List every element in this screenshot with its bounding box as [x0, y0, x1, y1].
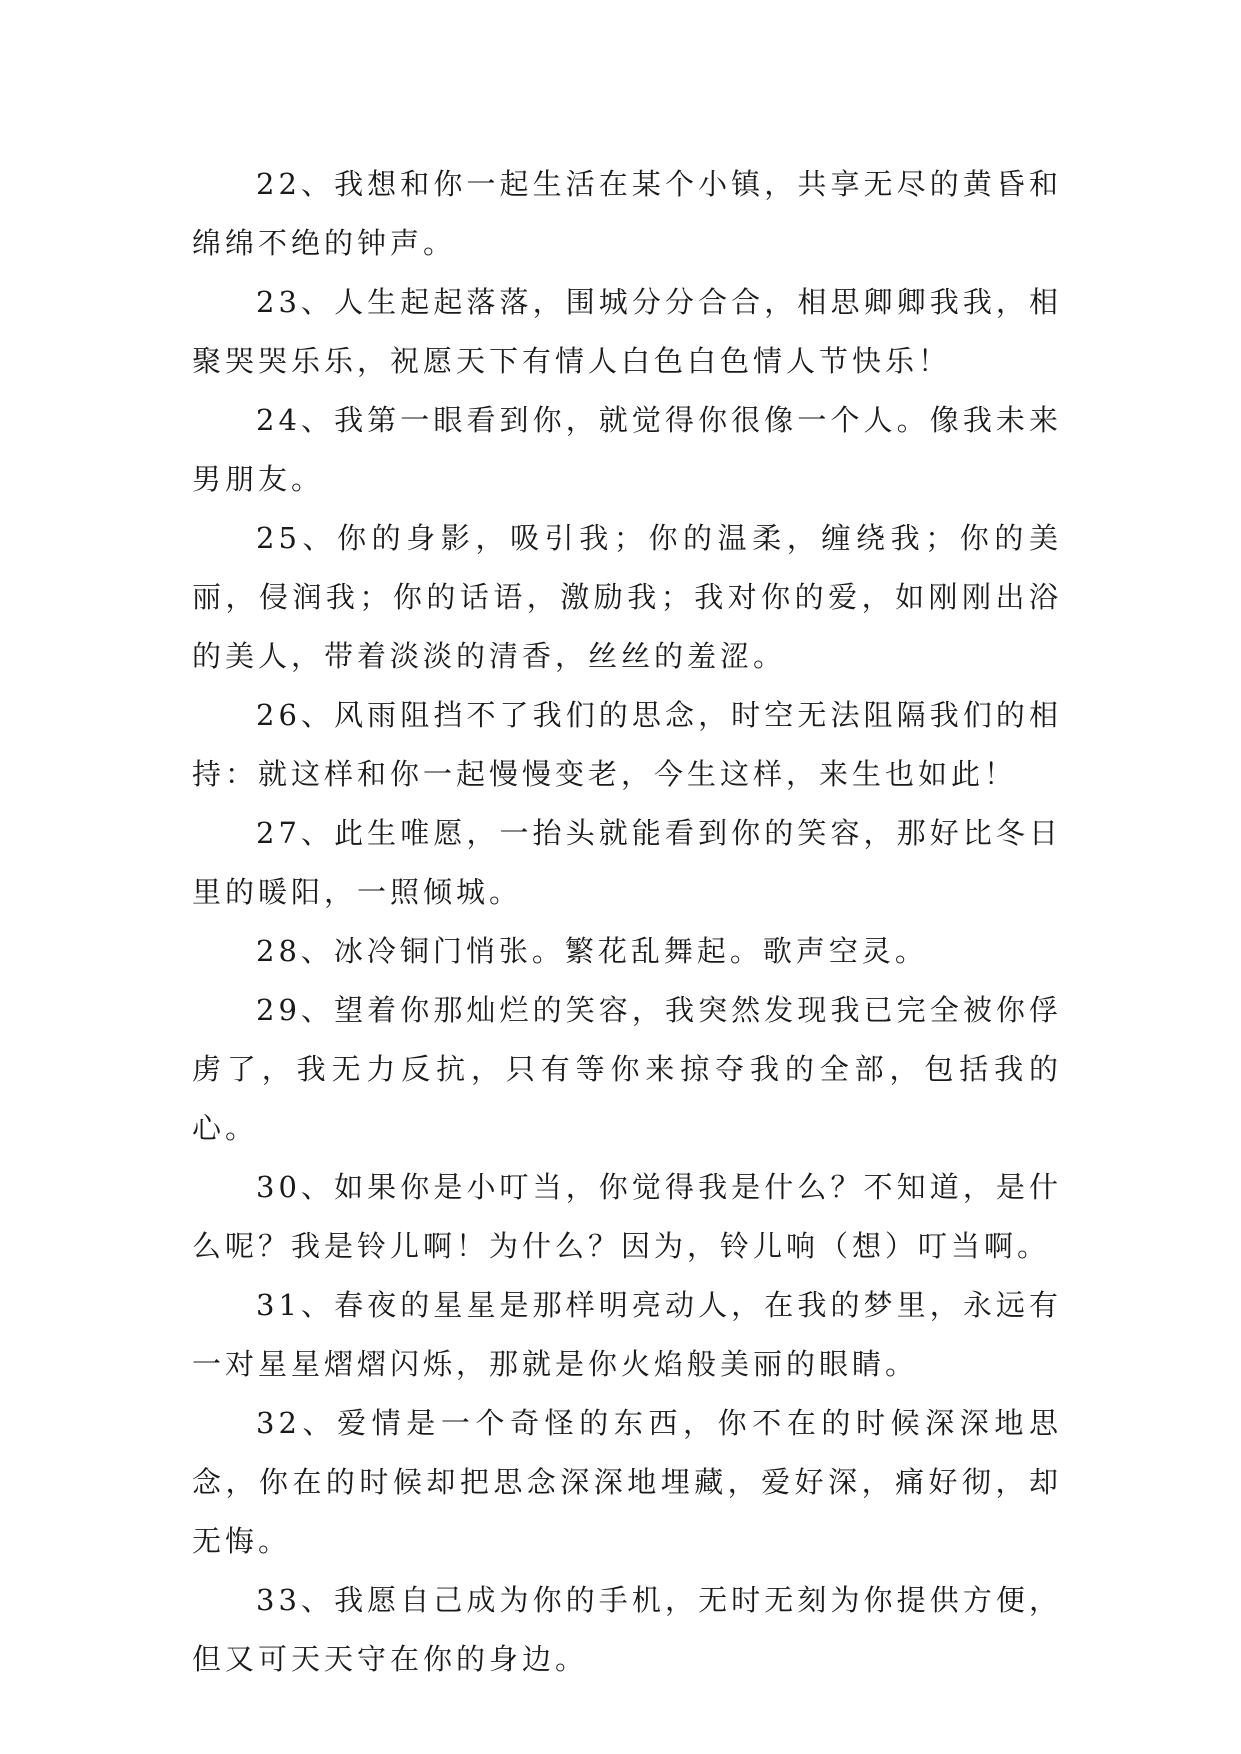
paragraph-32: 32、爱情是一个奇怪的东西，你不在的时候深深地思念，你在的时候却把思念深深地埋藏，爱好深，痛好彻，却无悔。 [192, 1406, 1062, 1558]
paragraph-33: 33、我愿自己成为你的手机，无时无刻为你提供方便，但又可天天守在你的身边。 [192, 1583, 1062, 1676]
document-body [192, 155, 1062, 1689]
paragraph-31: 31、春夜的星星是那样明亮动人，在我的梦里，永远有一对星星熠熠闪烁，那就是你火焰般美丽的眼睛。 [192, 1288, 1062, 1381]
paragraph-22: 22、我想和你一起生活在某个小镇，共享无尽的黄昏和绵绵不绝的钟声。 [192, 167, 1062, 260]
paragraph-24: 24、我第一眼看到你，就觉得你很像一个人。像我未来男朋友。 [192, 403, 1062, 496]
paragraph-28: 28、冰冷铜门悄张。繁花乱舞起。歌声空灵。 [256, 934, 928, 968]
paragraph-25: 25、你的身影，吸引我；你的温柔，缠绕我；你的美丽，侵润我；你的话语，激励我；我对你的爱，如刚刚出浴的美人，带着淡淡的清香，丝丝的羞涩。 [192, 521, 1062, 673]
paragraph-29: 29、望着你那灿烂的笑容，我突然发现我已完全被你俘虏了，我无力反抗，只有等你来掠夺我的全部，包括我的心。 [192, 993, 1062, 1145]
paragraph-27: 27、此生唯愿，一抬头就能看到你的笑容，那好比冬日里的暖阳，一照倾城。 [192, 816, 1062, 909]
paragraph-26: 26、风雨阻挡不了我们的思念，时空无法阻隔我们的相持：就这样和你一起慢慢变老，今生这样，来生也如此！ [192, 698, 1062, 791]
paragraph-23: 23、人生起起落落，围城分分合合，相思卿卿我我，相聚哭哭乐乐，祝愿天下有情人白色白色情人节快乐！ [192, 285, 1062, 378]
paragraph-30: 30、如果你是小叮当，你觉得我是什么？不知道，是什么呢？我是铃儿啊！为什么？因为，铃儿响（想）叮当啊。 [192, 1170, 1062, 1263]
